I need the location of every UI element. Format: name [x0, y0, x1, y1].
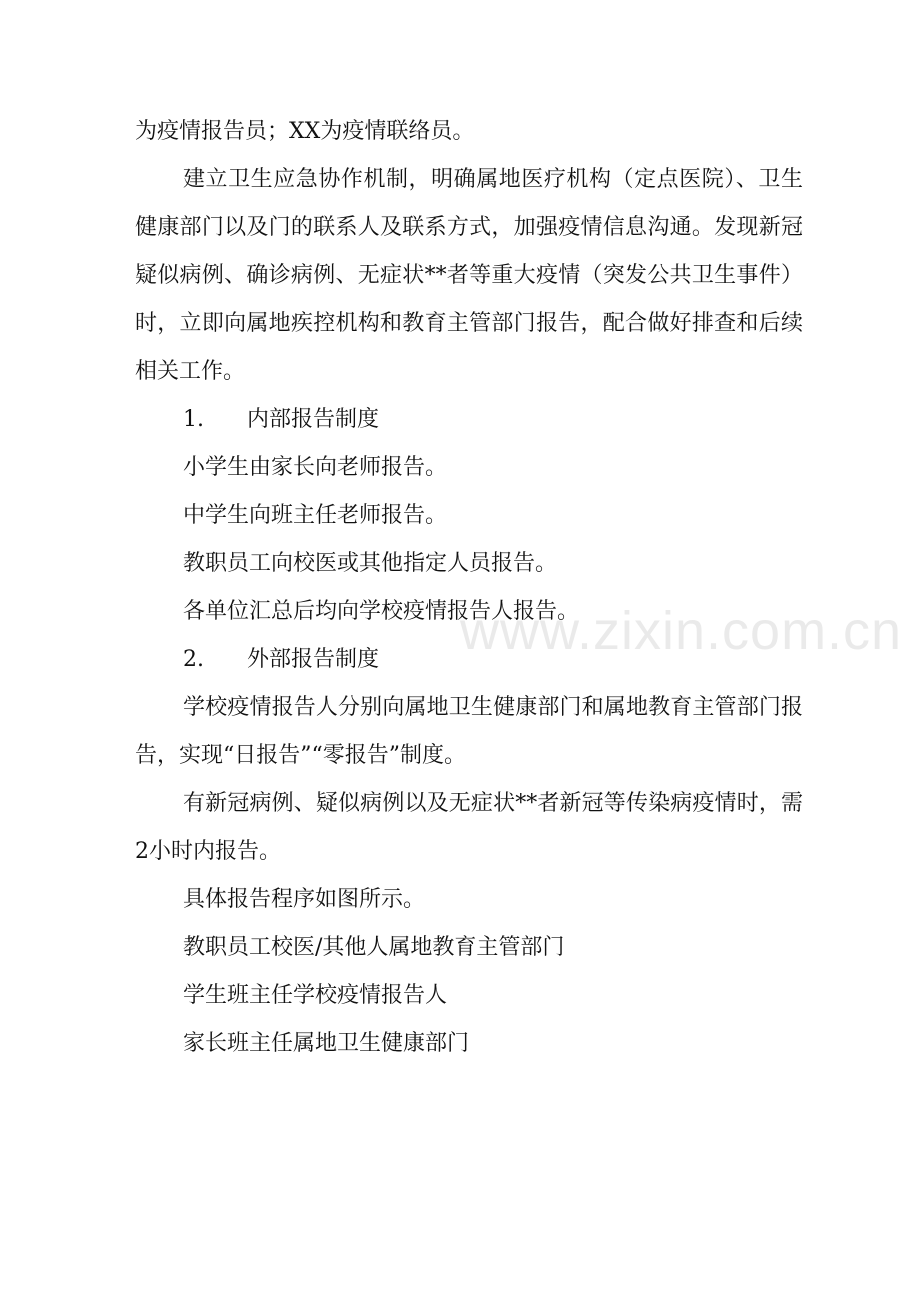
- document-body: [135, 108, 803, 1068]
- paragraph-units-summary: 各单位汇总后均向学校疫情报告人报告。: [183, 599, 580, 624]
- section-number: 2.: [183, 647, 204, 672]
- paragraph-two-hour-report: 有新冠病例、疑似病例以及无症状**者新冠等传染病疫情时，需2小时内报告。: [135, 791, 803, 864]
- section-heading-external-reporting: [135, 636, 803, 684]
- paragraph-external-reporter: 学校疫情报告人分别向属地卫生健康部门和属地教育主管部门报告，实现“日报告”“零报告”制度。: [135, 695, 803, 768]
- paragraph-procedure-intro: 具体报告程序如图所示。: [183, 887, 426, 912]
- paragraph-middle-students: 中学生向班主任老师报告。: [183, 503, 448, 528]
- paragraph-primary-students: 小学生由家长向老师报告。: [183, 455, 448, 480]
- paragraph-flow-parents: 家长班主任属地卫生健康部门: [183, 1031, 470, 1056]
- section-number: 1.: [183, 407, 204, 432]
- paragraph-flow-students: 学生班主任学校疫情报告人: [183, 983, 448, 1008]
- section-title: 外部报告制度: [247, 647, 380, 672]
- paragraph-continuation: 为疫情报告员；XX为疫情联络员。: [135, 119, 475, 144]
- section-title: 内部报告制度: [247, 407, 380, 432]
- section-heading-internal-reporting: [135, 396, 803, 444]
- paragraph-flow-staff: 教职员工校医/其他人属地教育主管部门: [183, 935, 565, 960]
- paragraph-coordination-mechanism: 建立卫生应急协作机制，明确属地医疗机构（定点医院）、卫生健康部门以及门的联系人及联系方式，加强疫情信息沟通。发现新冠疑似病例、确诊病例、无症状**者等重大疫情（突发公共卫生事件）时，立即向属地疾控机构和教育主管部门报告，配合做好排查和后续相关工作。: [135, 167, 803, 384]
- watermark: www.zixin.com.cn: [460, 601, 903, 661]
- paragraph-staff: 教职员工向校医或其他指定人员报告。: [183, 551, 558, 576]
